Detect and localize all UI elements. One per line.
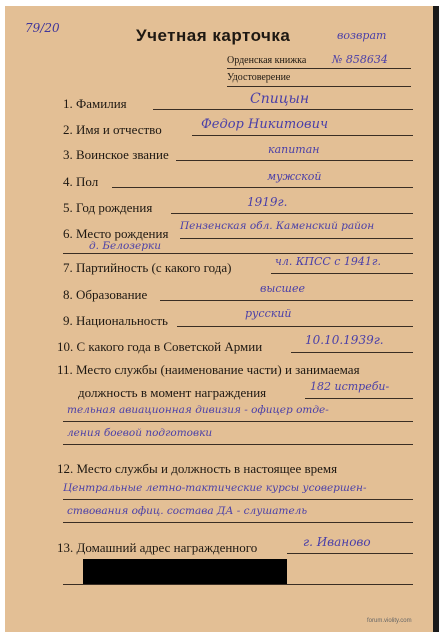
certificate-line xyxy=(227,86,411,87)
card-title: Учетная карточка xyxy=(136,26,291,45)
field-label-sex: 4. Пол xyxy=(63,174,99,189)
item11-value1: 182 истреби- xyxy=(310,380,390,393)
item13-value: г. Иваново xyxy=(303,535,371,549)
field-label-birthplace: 6. Место рождения xyxy=(63,226,169,241)
field-value-surname: Спицын xyxy=(250,91,310,107)
item11-value2: тельная авиационная дивизия - офицер отде- xyxy=(67,404,329,416)
field-line xyxy=(63,253,413,254)
record-card xyxy=(5,6,439,632)
order-book-number: № 858634 xyxy=(332,53,388,66)
item12-label: 12. Место службы и должность в настоящее время xyxy=(57,461,338,476)
field-line xyxy=(63,499,413,500)
field-line xyxy=(160,300,413,301)
field-value-birthplace: Пензенская обл. Каменский район xyxy=(180,220,375,232)
order-book-line xyxy=(227,68,411,69)
field-value-name: Федор Никитович xyxy=(201,117,329,132)
field-label-army-since: 10. С какого года в Советской Армии xyxy=(57,339,263,354)
field-value-birth-year: 1919г. xyxy=(247,195,288,209)
field-value-nationality: русский xyxy=(245,307,292,320)
field-line xyxy=(176,160,413,161)
field-line xyxy=(112,187,413,188)
field-label-rank: 3. Воинское звание xyxy=(63,147,169,162)
item11-line1: 11. Место службы (наименование части) и занимаемая xyxy=(57,362,360,377)
item12-value2: ствования офиц. состава ДА - слушатель xyxy=(67,505,308,517)
field-line xyxy=(177,326,413,327)
field-line xyxy=(287,553,413,554)
field-line xyxy=(271,273,413,274)
field-value-army-since: 10.10.1939г. xyxy=(305,333,384,347)
field-label-birth-year: 5. Год рождения xyxy=(63,200,153,215)
field-line xyxy=(192,135,413,136)
field-value-education: высшее xyxy=(260,282,305,295)
field-line xyxy=(63,444,413,445)
corner-note: 79/20 xyxy=(25,21,60,35)
field-line xyxy=(63,584,413,585)
certificate-label: Удостоверение xyxy=(227,72,291,83)
field-line xyxy=(291,352,413,353)
item12-value1: Центральные летно-тактические курсы усовершен- xyxy=(63,482,367,494)
field-value-party: чл. КПСС с 1941г. xyxy=(275,255,381,268)
field-line xyxy=(63,522,413,523)
field-value-sex: мужской xyxy=(267,170,322,183)
item11-line2: должность в момент награждения xyxy=(78,385,267,400)
watermark: forum.violity.com xyxy=(367,618,412,624)
field-value-rank: капитан xyxy=(268,143,320,156)
field-line xyxy=(63,421,413,422)
item13-label: 13. Домашний адрес награжденного xyxy=(57,540,258,555)
field-line xyxy=(153,109,413,110)
title-note: возврат xyxy=(337,29,387,42)
field-line xyxy=(305,398,413,399)
item11-value3: ления боевой подготовки xyxy=(67,427,213,439)
field-label-nationality: 9. Национальность xyxy=(63,313,168,328)
field-label-party: 7. Партийность (с какого года) xyxy=(63,260,232,275)
field-line xyxy=(171,213,413,214)
redaction-bar xyxy=(83,559,287,584)
field-line xyxy=(180,238,413,239)
field-value-birthplace-village: д. Белозерки xyxy=(89,240,161,252)
field-label-surname: 1. Фамилия xyxy=(63,96,127,111)
order-book-label: Орденская книжка xyxy=(227,55,307,66)
field-label-education: 8. Образование xyxy=(63,287,148,302)
field-label-name: 2. Имя и отчество xyxy=(63,122,162,137)
